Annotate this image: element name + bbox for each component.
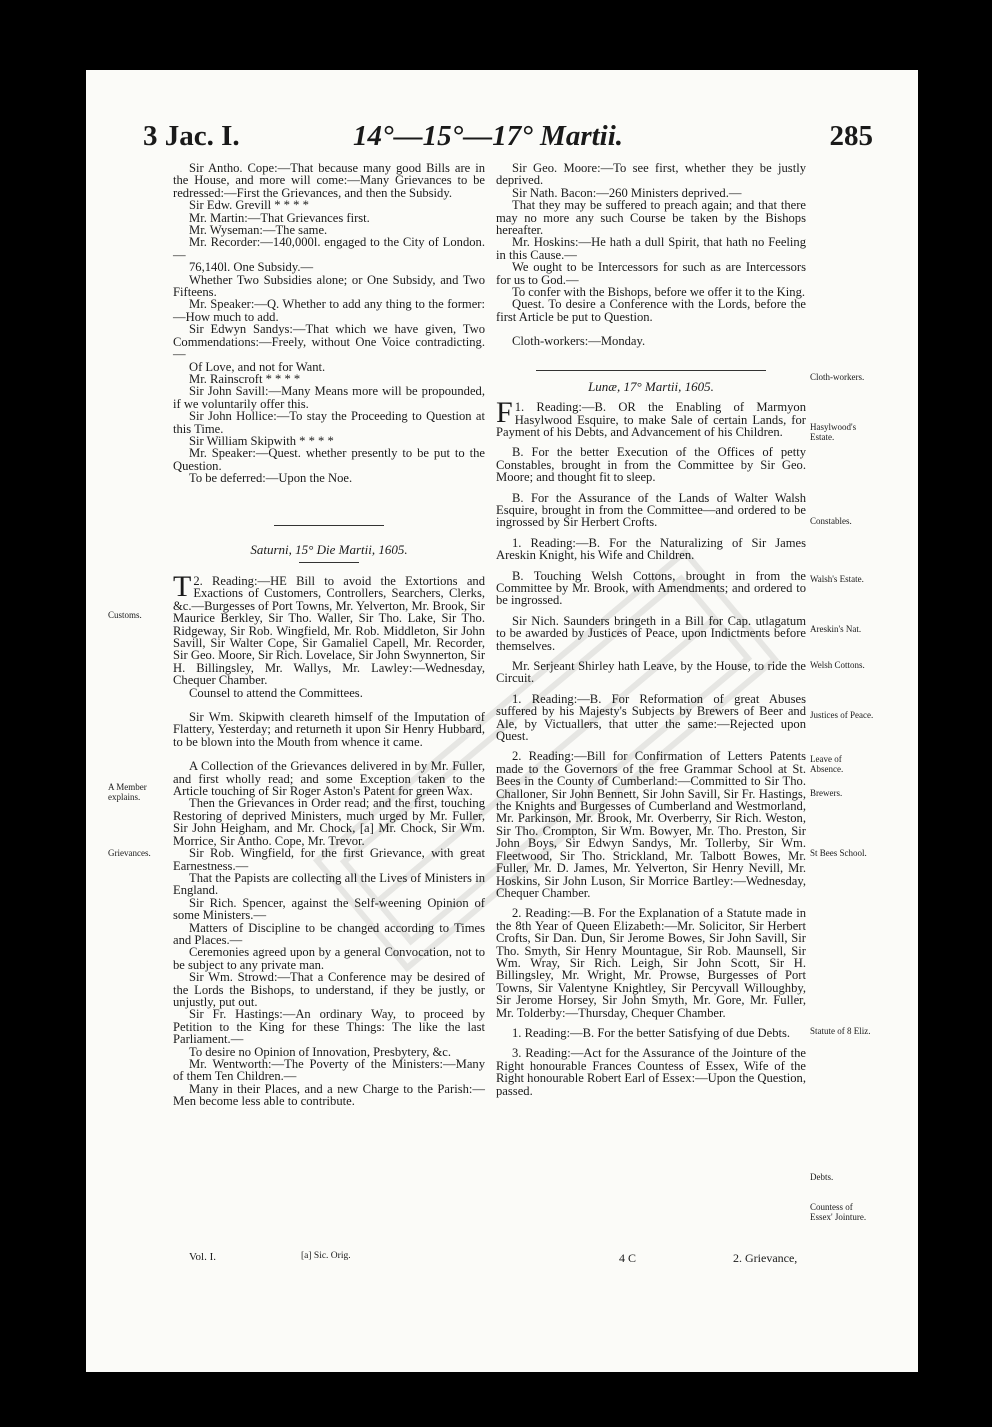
- entry-paragraph: Many in their Places, and a new Charge to the Parish:—Men become less able to contribute.: [173, 1081, 485, 1109]
- section-divider: [299, 562, 359, 563]
- entry-paragraph: Quest. To desire a Conference with the Lords, before the first Article be put to Question.: [496, 297, 806, 324]
- section-heading-monday: Lunæ, 17° Martii, 1605.: [588, 378, 714, 394]
- margin-note-cloth-workers: Cloth-workers.: [810, 372, 865, 382]
- signature-mark: 4 C: [619, 1251, 637, 1265]
- section-divider: [536, 370, 766, 371]
- margin-note-hasylwood: Hasylwood's Estate.: [810, 422, 857, 442]
- entry-paragraph: B. Touching Welsh Cottons, brought in from the Committee by Mr. Brook, with Amendments; and ordered to be ingrossed.: [496, 568, 806, 608]
- entry-paragraph: Sir Rob. Wingfield, for the first Grievance, with great Earnestness.—: [173, 846, 485, 873]
- entry-paragraph: T 2. Reading:—HE Bill to avoid the Extortions and Exactions of Customers, Controllers, Searchers, Clerks, &c.—Burgesses of Port Towns, Mr. Yelverton, Mr. Brook, Sir Maurice Berkley, Sir Tho. Waller, Sir Tho. Lake, Sir Tho. Ridgeway, Sir Rob. Wingfield, Mr. Rob. Middleton, Sir John Savill, Sir Walter Cope, Sir Gamaliel Capell, Mr. Recorder, Sir Geo. Moore, Sir Rich. Lovelace, Sir John Swynnerton, Sir H. Billingsley, Mr. Wallys, Mr. Lawley:—Wednesday, Chequer Chamber.: [173, 569, 486, 688]
- entry-paragraph: Ceremonies agreed upon by a general Convocation, not to be subject to any private man.: [173, 945, 485, 972]
- entry-paragraph: That the Papists are collecting all the Lives of Ministers in England.: [173, 870, 485, 898]
- entry-paragraph: 1. Reading:—B. For Reformation of great Abuses suffered by his Majesty's Subjects by Brewers of Beer and Ale, by Victuallers, that utter the same:—Rejected upon Quest.: [496, 691, 806, 744]
- catchword: 2. Grievance,: [733, 1251, 798, 1265]
- entry-paragraph: F 1. Reading:—B. OR the Enabling of Marmyon Hasylwood Esquire, to make Sale of certain Lands, for Payment of his Debts, and Advancement of his Children.: [496, 396, 806, 439]
- margin-note-welsh-cottons: Welsh Cottons.: [810, 660, 865, 670]
- margin-note-countess: Countess of Essex' Jointure.: [810, 1202, 867, 1222]
- entry-paragraph: Sir Geo. Moore:—To see first, whether they be justly deprived.: [496, 161, 806, 188]
- margin-note-areskin: Areskin's Nat.: [810, 624, 862, 634]
- entry-paragraph: 2. Reading:—Bill for Confirmation of Letters Patents made to the Governors of the free Grammar School at St. Bees in the County of Cumberland:—Committed to Sir Tho. Challoner, Sir John Bennett, Sir John Savill, Sir Fr. Hastings, the Knights and Burgesses of Cumberland and Westmorland, Mr. Parkinson, Mr. Brook, Mr. Overberry, Sir Rich. Weston, Sir Tho. Crompton, Sir Wm. Bowyer, Mr. Tho. Preston, Sir John Boys, Sir Edwyn Sandys, Mr. Tollerby, Sir Wm. Fleetwood, Sir Tho. Strickland, Mr. Talbott Bowes, Mr. Fuller, Mr. D. James, Mr. Yelverton, Sir Henry Nevill, Mr. Hoskins, Sir John Luson, Sir Morrice Bartley:—Wednesday, Chequer Chamber.: [496, 749, 806, 900]
- entry-paragraph: Mr. Wyseman:—The same.: [189, 223, 328, 238]
- page-header: [143, 114, 891, 160]
- entry-paragraph: 1. Reading:—B. For the Naturalizing of Sir James Areskin Knight, his Wife and Children.: [496, 535, 806, 563]
- left-column: [173, 162, 485, 1108]
- entry-paragraph: Mr. Hoskins:—He hath a dull Spirit, that hath no Feeling in this Cause.—: [496, 235, 806, 262]
- entry-paragraph: Whether Two Subsidies alone; or One Subsidy, and Two Fifteens.: [173, 272, 485, 300]
- margin-note-member-explains: A Member explains.: [108, 782, 147, 802]
- entry-paragraph: 3. Reading:—Act for the Assurance of the Jointure of the Right honourable Frances Countess of Essex, Wife of the Right honourable Robert Earl of Essex:—Upon the Question, passed.: [496, 1046, 806, 1098]
- margin-note-brewers: Brewers.: [810, 788, 843, 798]
- entry-paragraph: Sir Fr. Hastings:—An ordinary Way, to proceed by Petition to the King for these Things: The like the last Parliament.—: [173, 1007, 485, 1047]
- margin-note-justices: Justices of Peace.: [810, 710, 874, 720]
- volume-label: Vol. I.: [189, 1251, 216, 1263]
- entry-paragraph: Sir Edwyn Sandys:—That which we have given, Two Commendations:—Freely, without One Voice contradicting.—: [173, 322, 485, 362]
- journal-page: [86, 70, 918, 1372]
- entry-paragraph: 1. Reading:—B. For the better Satisfying of due Debts.: [512, 1025, 791, 1040]
- page-number: 285: [829, 120, 873, 152]
- entry-paragraph: To confer with the Bishops, before we offer it to the King.: [512, 285, 806, 300]
- entry-paragraph: Sir John Hollice:—To stay the Proceeding to Question at this Time.: [173, 409, 485, 436]
- entry-paragraph: Mr. Serjeant Shirley hath Leave, by the House, to ride the Circuit.: [496, 659, 806, 686]
- footnote: [a] Sic. Orig.: [301, 1251, 351, 1261]
- margin-note-constables: Constables.: [810, 516, 852, 526]
- section-heading-saturday: Saturni, 15° Die Martii, 1605.: [250, 541, 408, 557]
- entry-paragraph: Sir Wm. Skipwith cleareth himself of the Imputation of Flattery, Yesterday; and returneth it upon Sir Henry Hubbard, to be blown into the Mouth from whence it came.: [173, 710, 485, 749]
- entry-paragraph: 76,140l. One Subsidy.—: [189, 260, 314, 275]
- entry-paragraph: To desire no Opinion of Innovation, Presbytery, &c.: [189, 1044, 452, 1059]
- entry-paragraph: Then the Grievances in Order read; and the first, touching Restoring of deprived Ministers, much urged by Mr. Fuller, Sir John Heigham, and Mr. Chock, [a] Mr. Chock, Sir Wm. Morrice, Sir Antho. Cope, Mr. Trevor.: [173, 796, 485, 848]
- entry-paragraph: To be deferred:—Upon the Noe.: [189, 471, 353, 486]
- drop-cap: F: [496, 396, 513, 430]
- entry-paragraph: Sir Rich. Spencer, against the Self-weening Opinion of some Ministers.—: [173, 895, 485, 923]
- entry-paragraph: 2. Reading:—B. For the Explanation of a Statute made in the 8th Year of Queen Elizabeth:—Mr. Solicitor, Sir Herbert Crofts, Sir Dan. Dun, Sir Jerome Bowes, Sir John Savill, Sir Tho. Smyth, Sir Henry Mountague, Sir Rob. Maunsell, Sir Wm. Wray, Sir Rich. Leigh, Sir John Scott, Sir H. Billingsley, Mr. Wright, Mr. Prowse, Burgesses of Port Towns, Sir Valentyne Knightley, Sir Percyvall Willoughby, Sir Jerome Horsey, Sir John Smyth, Mr. Gore, Mr. Fuller, Mr. Tolderby:—Thursday, Chequer Chamber.: [496, 906, 806, 1020]
- entry-paragraph: Mr. Rainscroft * * * *: [189, 371, 301, 386]
- entry-paragraph: That they may be suffered to preach again; and that there may no more any such Course be taken by the Bishops hereafter.: [496, 198, 806, 238]
- entry-paragraph: Cloth-workers:—Monday.: [512, 334, 646, 349]
- margin-note-leave: Leave of Absence.: [810, 754, 844, 774]
- margin-note-grievances: Grievances.: [108, 848, 151, 858]
- entry-paragraph: Sir Wm. Strowd:—That a Conference may be desired of the Lords the Bishops, to understand, if they be justly, or unjustly, put out.: [173, 970, 485, 1009]
- entry-paragraph: Sir John Savill:—Many Means more will be propounded, if we voluntarily offer this.: [173, 384, 485, 411]
- entry-paragraph: Sir Edw. Grevill * * * *: [189, 198, 309, 213]
- entry-paragraph: We ought to be Intercessors for such as are Intercessors for us to God.—: [496, 260, 806, 287]
- right-column: [496, 162, 806, 1097]
- drop-cap: T: [173, 569, 192, 603]
- entry-paragraph: A Collection of the Grievances delivered in by Mr. Fuller, and first wholly read; and some Exception taken to the Article touching of Sir Roger Aston's Patent for green Wax.: [173, 759, 485, 799]
- running-head-regnal-year: 3 Jac. I.: [143, 120, 240, 152]
- margin-note-debts: Debts.: [810, 1172, 834, 1182]
- margin-note-customs: Customs.: [108, 610, 142, 620]
- entry-paragraph: Counsel to attend the Committees.: [189, 685, 363, 700]
- entry-paragraph: Of Love, and not for Want.: [189, 359, 326, 374]
- margin-note-statute: Statute of 8 Eliz.: [810, 1026, 871, 1036]
- entry-paragraph: Mr. Speaker:—Q. Whether to add any thing to the former:—How much to add.: [173, 297, 485, 324]
- entry-paragraph: Matters of Discipline to be changed according to Times and Places.—: [173, 920, 485, 947]
- entry-paragraph: Sir Antho. Cope:—That because many good Bills are in the House, and more will come:—Many Grievances to be redressed:—First the Grievances, and then the Subsidy.: [173, 161, 485, 200]
- section-divider: [274, 525, 384, 526]
- entry-paragraph: Sir Nich. Saunders bringeth in a Bill for Cap. utlagatum to be awarded by Justices of Peace, upon Indictments before themselves.: [496, 613, 806, 653]
- entry-paragraph: B. For the better Execution of the Offices of petty Constables, brought in from the Committee by Sir Geo. Moore; and thought fit to sleep.: [496, 445, 806, 485]
- entry-paragraph: Mr. Martin:—That Grievances first.: [189, 210, 370, 225]
- entry-paragraph: B. For the Assurance of the Lands of Walter Walsh Esquire, brought in from the Committee—and ordered to be ingrossed by Sir Herbert Crofts.: [496, 490, 806, 530]
- entry-paragraph: Mr. Recorder:—140,000l. engaged to the City of London.—: [173, 235, 485, 262]
- running-head-dates: 14°—15°—17° Martii.: [353, 120, 624, 152]
- entry-paragraph: Mr. Wentworth:—The Poverty of the Ministers:—Many of them Ten Children.—: [173, 1057, 485, 1084]
- entry-paragraph: Sir Nath. Bacon:—260 Ministers deprived.—: [512, 185, 742, 200]
- entry-paragraph: Sir William Skipwith * * * *: [189, 433, 334, 448]
- margin-note-st-bees: St Bees School.: [810, 848, 867, 858]
- entry-paragraph: Mr. Speaker:—Quest. whether presently to be put to the Question.: [173, 446, 485, 473]
- margin-note-walsh: Walsh's Estate.: [810, 574, 864, 584]
